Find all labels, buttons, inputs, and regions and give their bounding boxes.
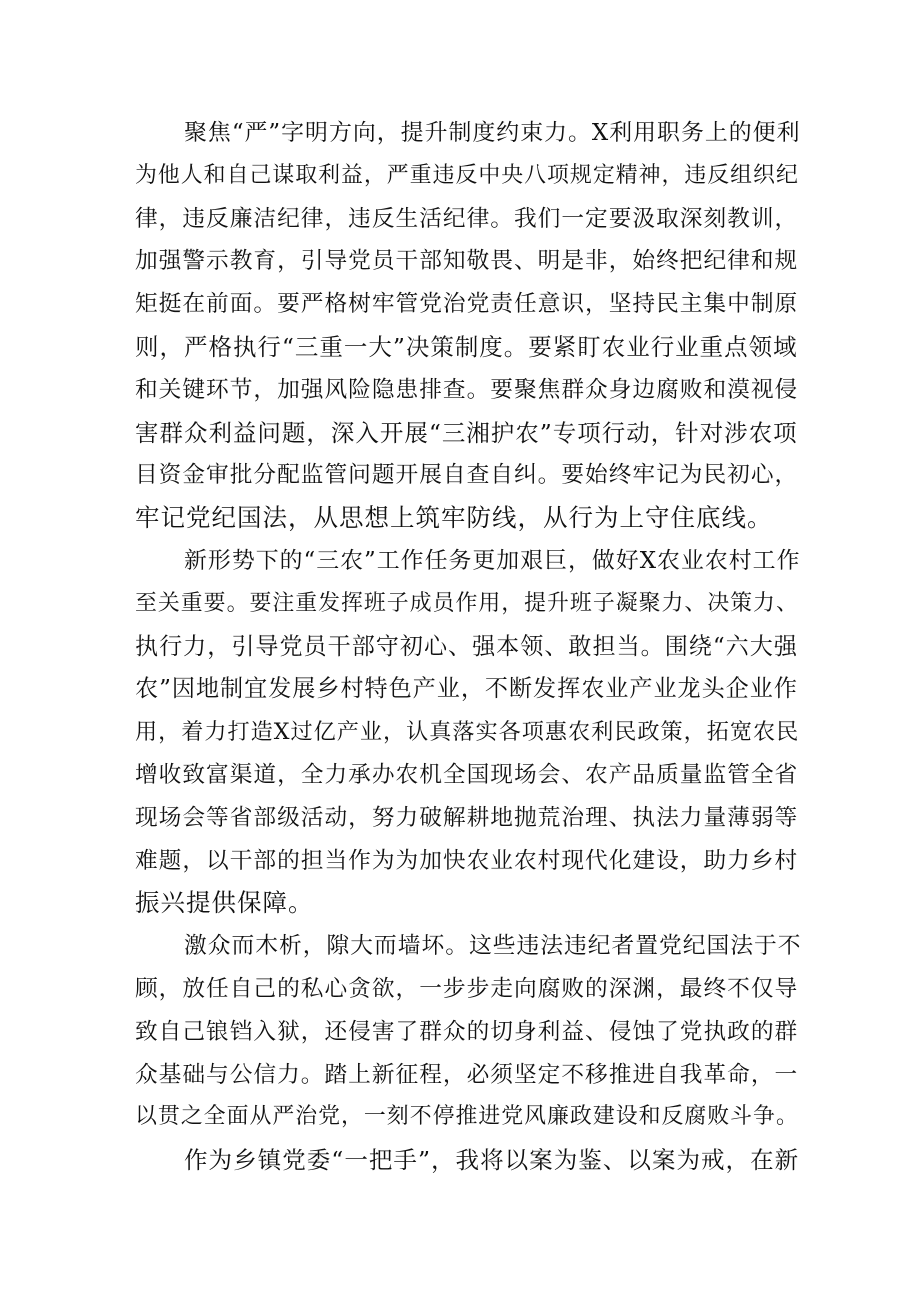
text-line: 振兴提供保障。 — [135, 888, 314, 918]
text-line: 执行力，引导党员干部守初心、强本领、敢担当。围绕“六大强 — [135, 633, 798, 660]
text-line: 以贯之全面从严治党，一刻不停推进党风廉政建设和反腐败斗争。 — [135, 1104, 799, 1130]
document-body — [135, 112, 800, 1182]
text-line: 害群众利益问题，深入开展“三湘护农”专项行动，针对涉农项 — [135, 418, 798, 447]
paragraph-2 — [135, 540, 800, 925]
text-line: 为他人和自己谋取利益，严重违反中央八项规定精神，违反组织纪 — [135, 162, 799, 188]
text-line: 目资金审批分配监管问题开展自查自纠。要始终牢记为民初心， — [135, 462, 799, 489]
text-line: 新形势下的“三农”工作任务更加艰巨，做好X农业农村工作 — [184, 547, 801, 574]
text-line: 用，着力打造X过亿产业，认真落实各项惠农利民政策，拓宽农民 — [135, 719, 800, 746]
text-line: 聚焦“严”字明方向，提升制度约束力。X利用职务上的便利 — [184, 120, 801, 146]
text-line: 激众而木析，隙大而墙坏。这些违法违纪者置党纪国法于不 — [184, 933, 802, 960]
paragraph-4 — [135, 1139, 800, 1182]
text-line: 作为乡镇党委“一把手”，我将以案为鉴、以案为戒，在新 — [184, 1146, 800, 1175]
text-line: 至关重要。要注重发挥班子成员作用，提升班子凝聚力、决策力、 — [135, 590, 799, 616]
paragraph-3 — [135, 925, 800, 1139]
text-line: 顾，放任自己的私心贪欲，一步步走向腐败的深渊，最终不仅导 — [135, 975, 799, 1002]
text-line: 矩挺在前面。要严格树牢管党治党责任意识，坚持民主集中制原 — [135, 291, 799, 318]
text-line: 众基础与公信力。踏上新征程，必须坚定不移推进自我革命，一 — [135, 1061, 799, 1088]
text-line: 和关键环节，加强风险隐患排查。要聚焦群众身边腐败和漠视侵 — [135, 376, 799, 403]
text-line: 加强警示教育，引导党员干部知敬畏、明是非，始终把纪律和规 — [135, 248, 799, 275]
text-line: 牢记党纪国法，从思想上筑牢防线，从行为上守住底线。 — [135, 503, 773, 533]
text-line: 增收致富渠道，全力承办农机全国现场会、农产品质量监管全省 — [135, 761, 799, 788]
text-line: 农”因地制宜发展乡村特色产业，不断发挥农业产业龙头企业作 — [135, 676, 798, 703]
text-line: 则，严格执行“三重一大”决策制度。要紧盯农业行业重点领域 — [135, 332, 798, 361]
text-line: 致自己锒铛入狱，还侵害了群众的切身利益、侵蚀了党执政的群 — [135, 1018, 799, 1045]
text-line: 难题，以干部的担当作为为加快农业农村现代化建设，助力乡村 — [135, 847, 799, 874]
paragraph-1 — [135, 112, 800, 540]
text-line: 现场会等省部级活动，努力破解耕地抛荒治理、执法力量薄弱等 — [135, 804, 799, 831]
text-line: 律，违反廉洁纪律，违反生活纪律。我们一定要汲取深刻教训， — [135, 205, 799, 232]
